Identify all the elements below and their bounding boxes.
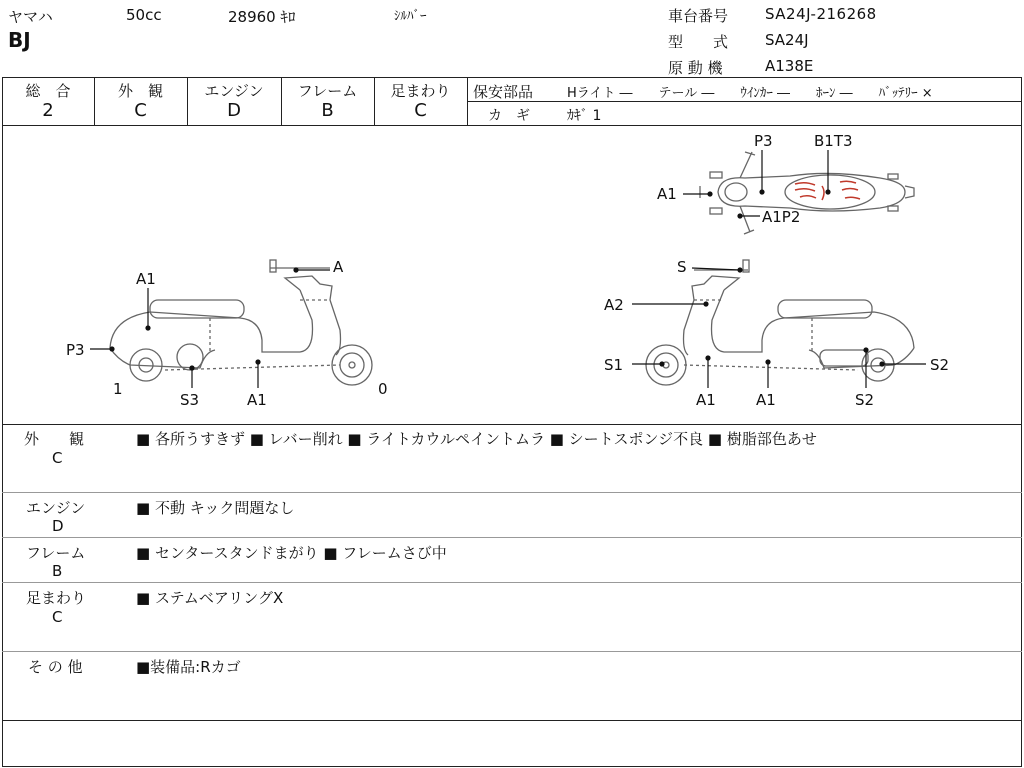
divider [2,537,1022,538]
color: ｼﾙﾊﾞｰ [394,9,427,24]
remark-engine-text: ■ 不動 キック問題なし [136,499,295,517]
label-one: 1 [113,380,123,398]
remark-exterior-text: ■ 各所うすきず ■ レバー削れ ■ ライトカウルペイントムラ ■ シートスポンジ不良 ■ 樹脂部色あせ [136,430,817,448]
remark-suspension-text: ■ ステムベアリングX [136,589,284,607]
top-leaders [683,150,830,218]
engine-grade-label: エンジン [204,82,264,100]
label-a1-top: A1 [657,185,677,203]
label-a: A [333,258,344,276]
remark-other-label: そ の 他 [28,658,83,676]
engine-label: 原 動 機 [668,59,723,77]
label-s2-bottom: S2 [855,391,875,409]
label-p3-left: P3 [66,341,85,359]
remark-suspension-grade: C [52,608,63,626]
label-a2: A2 [604,296,624,314]
label-s2-right: S2 [930,356,950,374]
overall-label: 総 合 [25,82,71,100]
divider [2,651,1022,652]
label-s: S [677,258,687,276]
maker: ヤマハ [8,8,53,26]
divider [2,424,1022,425]
safety-label: 保安部品 [473,83,534,101]
remark-exterior-label: 外 観 [24,430,85,448]
label-s3: S3 [180,391,200,409]
safety-items: Hライト ― テール ― ｳｲﾝｶｰ ― ﾎｰﾝ ― ﾊﾞｯﾃﾘｰ × [567,86,933,101]
engine-grade: D [227,100,241,121]
label-p3-top: P3 [754,132,773,150]
remark-engine-label: エンジン [26,499,86,517]
scooter-top-view [700,152,914,234]
remark-other-text: ■装備品:Rカゴ [136,658,241,676]
divider [2,720,1022,721]
label-zero: 0 [378,380,388,398]
exterior-label: 外 観 [117,82,163,100]
exterior-grade: C [134,100,147,121]
label-a1-right-b: A1 [756,391,776,409]
label-a1p2: A1P2 [762,208,801,226]
divider [468,101,1022,102]
damage-diagram [0,126,1024,424]
label-a1-right-a: A1 [696,391,716,409]
label-s1: S1 [604,356,624,374]
key-value: ｶｷﾞ 1 [567,108,602,124]
divider [2,492,1022,493]
frame-no: SA24J-216268 [765,5,877,23]
remark-exterior-grade: C [52,449,63,467]
type-value: SA24J [765,31,809,49]
displacement: 50cc [126,6,162,24]
mileage: 28960 ｷﾛ [228,8,296,26]
remark-frame-label: フレーム [26,544,86,562]
label-a1-left-bottom: A1 [247,391,267,409]
remark-suspension-label: 足まわり [26,589,87,607]
remark-frame-grade: B [52,562,63,580]
key-label: カ ギ [488,108,530,124]
remark-frame-text: ■ センタースタンドまがり ■ フレームさび中 [136,544,447,562]
suspension-label: 足まわり [390,82,451,100]
overall-grade: 2 [42,100,54,121]
suspension-grade: C [414,100,427,121]
label-a1-left-top: A1 [136,270,156,288]
scooter-right-view [646,260,914,385]
frame-grade: B [321,100,334,121]
model-name: BJ [8,28,31,52]
divider [467,77,468,125]
type-label: 型 式 [668,33,729,51]
engine-value: A138E [765,57,814,75]
right-leaders [632,268,926,388]
remark-engine-grade: D [52,517,64,535]
divider [2,582,1022,583]
label-b1t3: B1T3 [814,132,853,150]
frame-no-label: 車台番号 [668,7,729,25]
frame-grade-label: フレーム [297,82,358,100]
